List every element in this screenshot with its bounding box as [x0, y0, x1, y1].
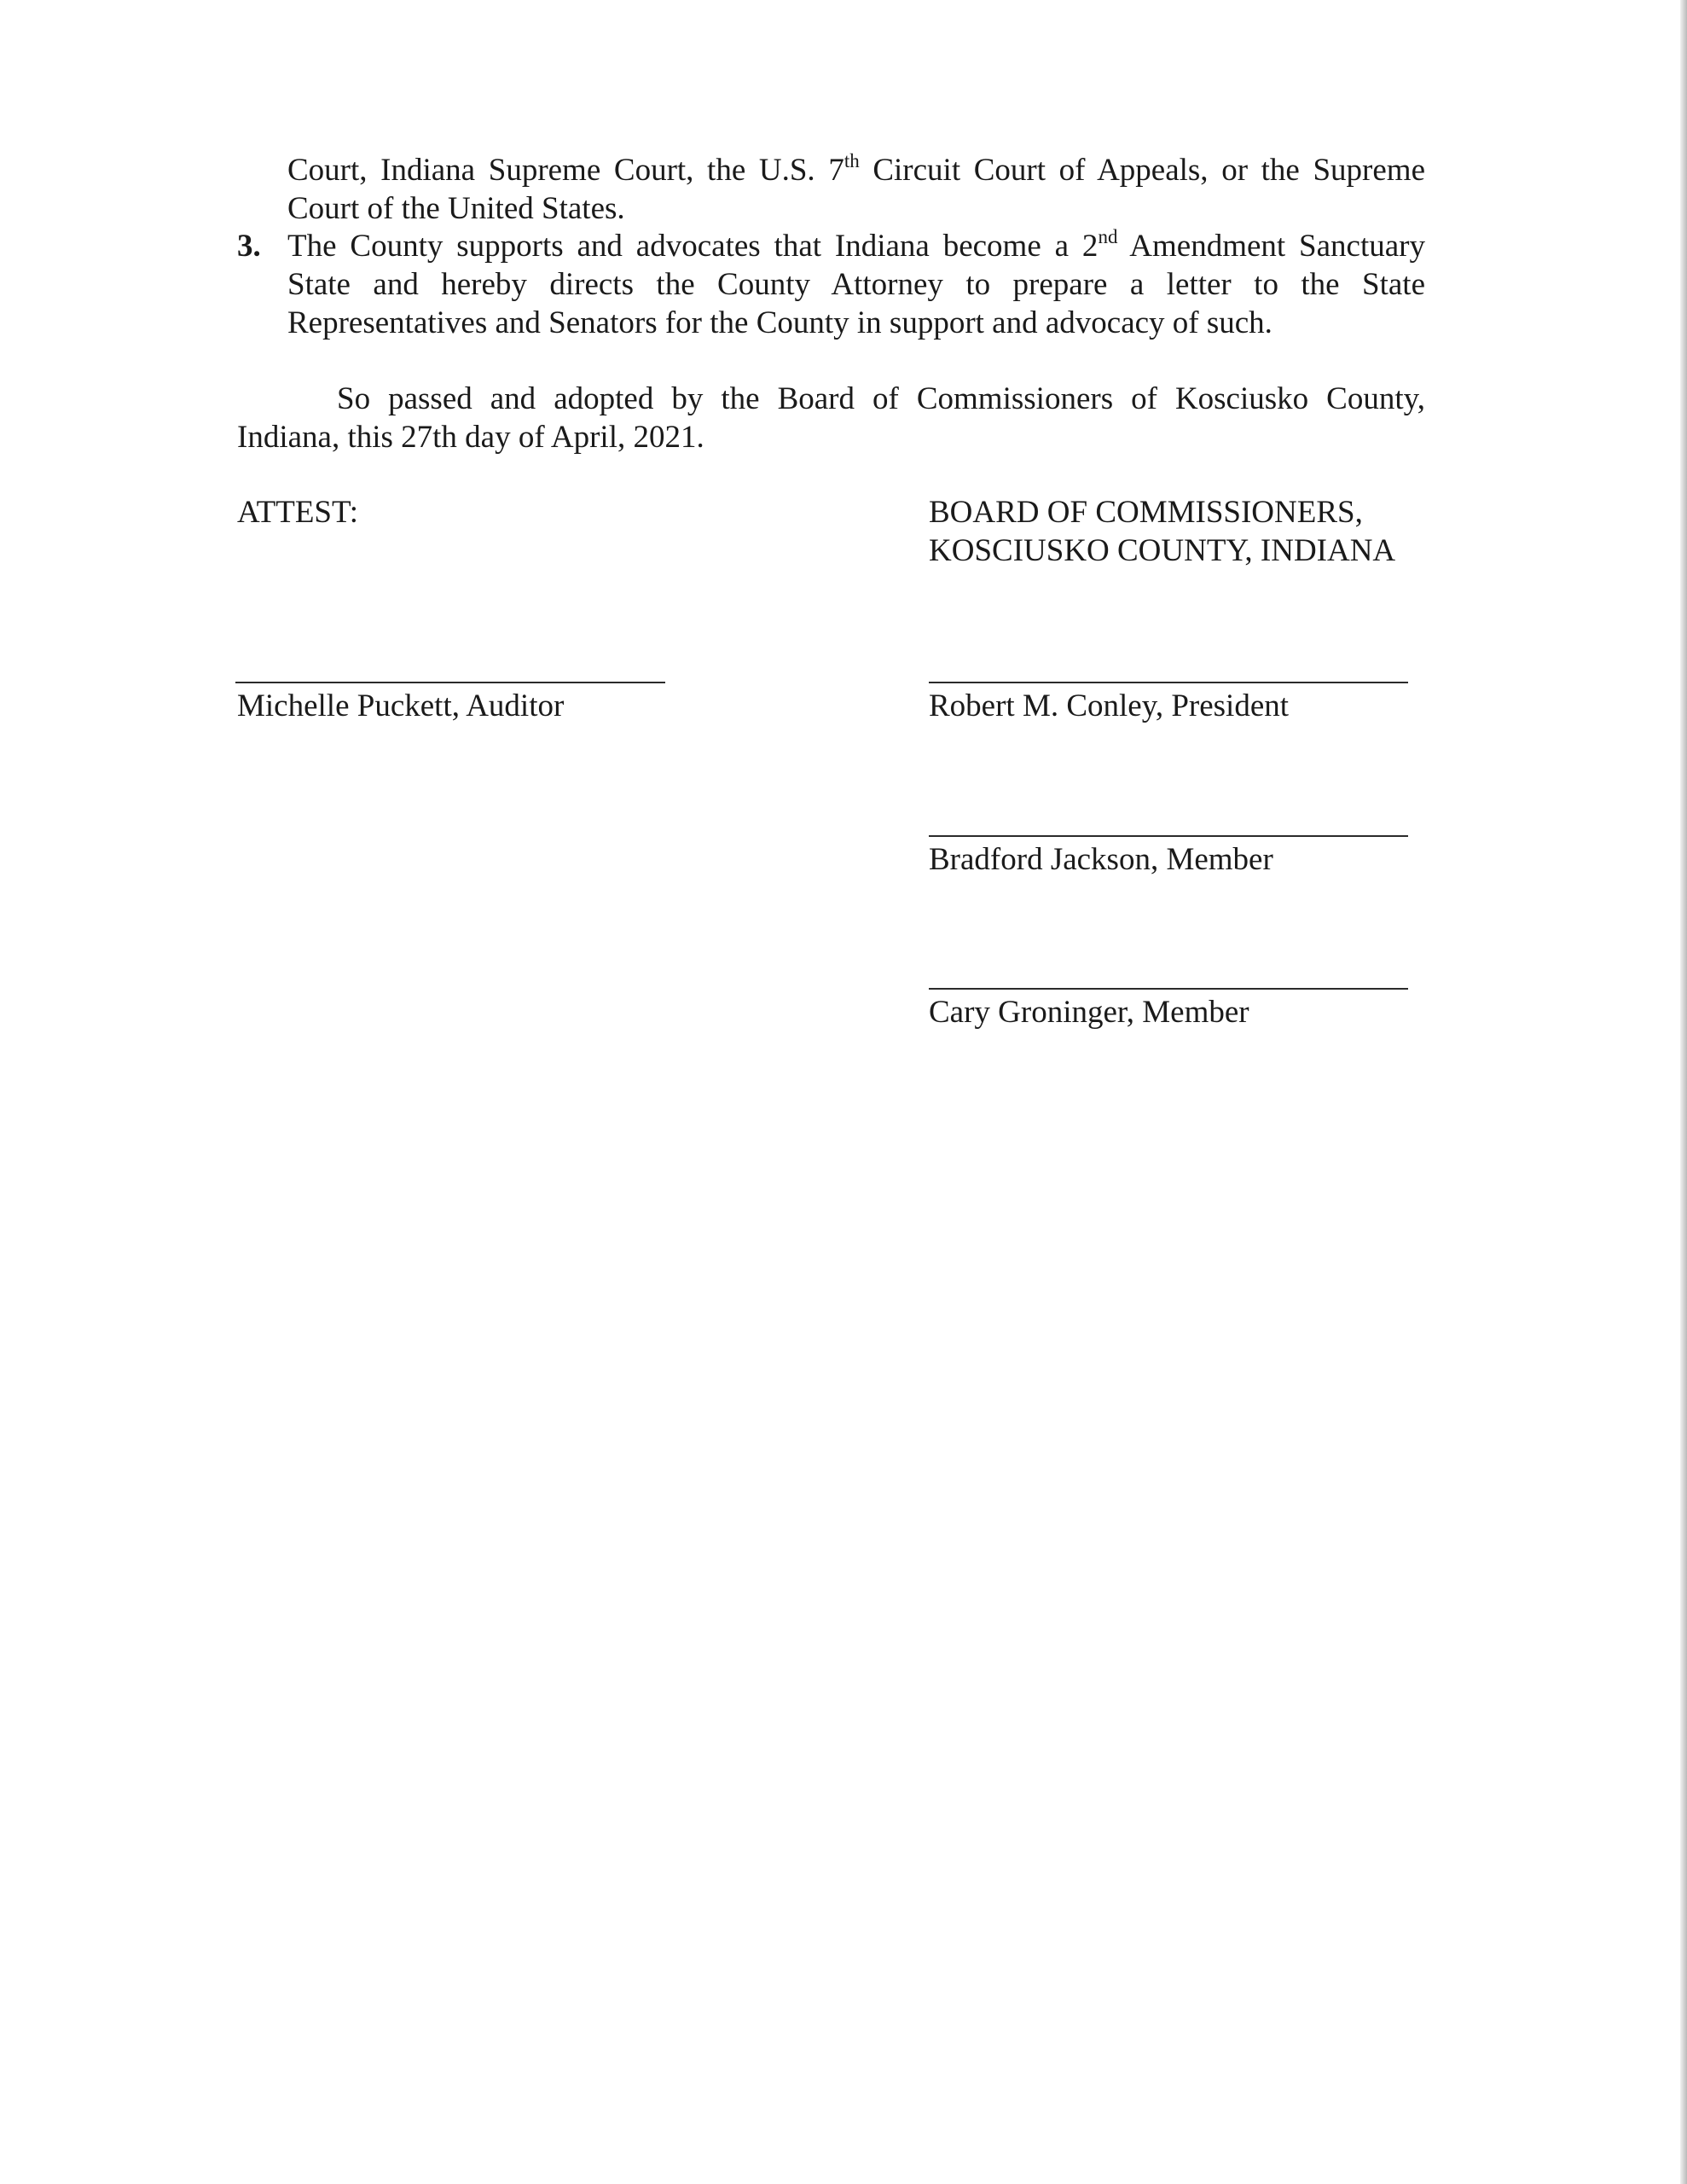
auditor-signature-line [235, 682, 665, 683]
adoption-line-1-text: So passed and adopted by the Board of Commissioners of Kosciusko County, [337, 381, 1425, 416]
item-2-line-1-text-a: Court, Indiana Supreme Court, the U.S. 7 [287, 153, 844, 188]
item-3 [237, 227, 1425, 342]
item-2-line-2: Court of the United States. [287, 191, 625, 226]
board-heading [929, 493, 1395, 570]
page-edge-shadow [1680, 0, 1687, 2184]
item-3-text [287, 227, 1425, 342]
adoption-line-1 [237, 380, 1425, 418]
item-2-line-1 [287, 151, 1425, 189]
item-3-line-1 [287, 227, 1425, 265]
item-2-superscript: th [844, 150, 860, 171]
auditor-name: Michelle Puckett, Auditor [237, 688, 565, 723]
president-name: Robert M. Conley, President [929, 688, 1290, 723]
president-signature-line [929, 682, 1408, 683]
member-1-name: Bradford Jackson, Member [929, 842, 1273, 877]
item-3-number: 3. [237, 229, 261, 264]
item-3-superscript: nd [1098, 226, 1118, 247]
board-heading-line-2: KOSCIUSKO COUNTY, INDIANA [929, 533, 1396, 568]
adoption-line-2: Indiana, this 27th day of April, 2021. [237, 420, 704, 455]
member-2-name: Cary Groninger, Member [929, 995, 1249, 1030]
board-heading-line-1: BOARD OF COMMISSIONERS, [929, 495, 1363, 530]
attest-label: ATTEST: [237, 495, 359, 530]
member-2-signature-line [929, 988, 1408, 990]
adoption-paragraph [237, 380, 1425, 456]
member-1-signature-line [929, 835, 1408, 837]
item-3-line-2: State and hereby directs the County Attorney to prepare a letter to the State [287, 267, 1425, 302]
item-2-continuation [287, 151, 1425, 228]
item-3-line-1-text-a: The County supports and advocates that Indiana become a 2 [287, 229, 1099, 264]
item-3-line-1-text-b: Amendment Sanctuary [1117, 229, 1425, 264]
item-2-line-1-text-b: Circuit Court of Appeals, or the Supreme [859, 153, 1425, 188]
item-3-line-3: Representatives and Senators for the County in support and advocacy of such. [287, 305, 1272, 340]
